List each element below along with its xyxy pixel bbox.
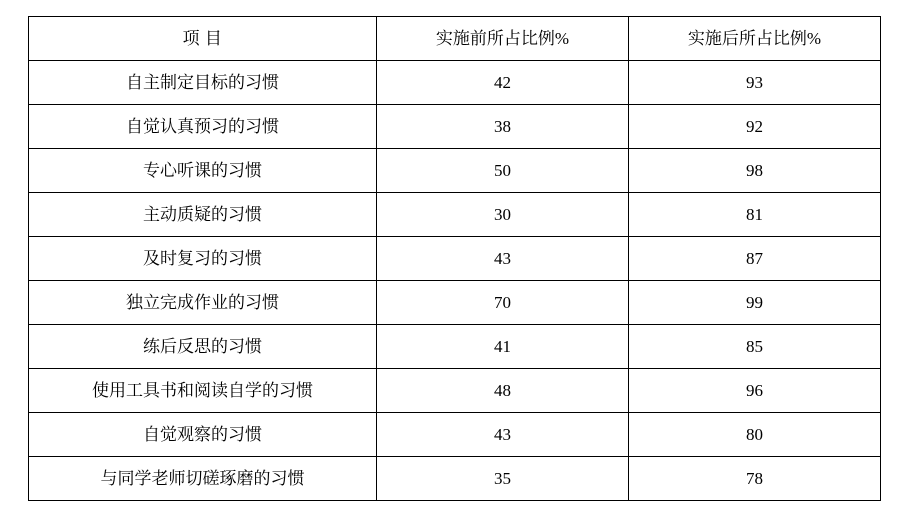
row-before-value: 42: [377, 61, 629, 105]
row-after-value: 99: [629, 281, 881, 325]
column-header-before: 实施前所占比例%: [377, 17, 629, 61]
row-item-label: 专心听课的习惯: [29, 149, 377, 193]
table-header: [29, 17, 881, 61]
row-item-label: 练后反思的习惯: [29, 325, 377, 369]
table-body: [29, 61, 881, 501]
table-row: [29, 413, 881, 457]
row-before-value: 43: [377, 237, 629, 281]
table-row: [29, 325, 881, 369]
row-item-label: 独立完成作业的习惯: [29, 281, 377, 325]
row-after-value: 80: [629, 413, 881, 457]
row-after-value: 81: [629, 193, 881, 237]
table-row: [29, 149, 881, 193]
row-before-value: 41: [377, 325, 629, 369]
table-row: [29, 193, 881, 237]
row-after-value: 78: [629, 457, 881, 501]
row-item-label: 自觉认真预习的习惯: [29, 105, 377, 149]
column-header-item: [29, 17, 377, 61]
table-row: [29, 61, 881, 105]
row-before-value: 38: [377, 105, 629, 149]
column-header-item-label: 项 目: [182, 29, 223, 48]
row-after-value: 93: [629, 61, 881, 105]
row-item-label: 使用工具书和阅读自学的习惯: [29, 369, 377, 413]
habits-statistics-table: [28, 16, 881, 501]
row-item-label: 自觉观察的习惯: [29, 413, 377, 457]
table-row: [29, 281, 881, 325]
table-row: [29, 457, 881, 501]
table-row: [29, 105, 881, 149]
table-row: [29, 237, 881, 281]
row-item-label: 与同学老师切磋琢磨的习惯: [29, 457, 377, 501]
table-row: [29, 369, 881, 413]
row-item-label: 主动质疑的习惯: [29, 193, 377, 237]
row-before-value: 43: [377, 413, 629, 457]
row-after-value: 98: [629, 149, 881, 193]
row-before-value: 70: [377, 281, 629, 325]
row-before-value: 50: [377, 149, 629, 193]
row-after-value: 87: [629, 237, 881, 281]
row-before-value: 30: [377, 193, 629, 237]
row-item-label: 自主制定目标的习惯: [29, 61, 377, 105]
row-after-value: 96: [629, 369, 881, 413]
row-before-value: 48: [377, 369, 629, 413]
column-header-after: 实施后所占比例%: [629, 17, 881, 61]
row-after-value: 92: [629, 105, 881, 149]
table-header-row: [29, 17, 881, 61]
row-after-value: 85: [629, 325, 881, 369]
row-before-value: 35: [377, 457, 629, 501]
row-item-label: 及时复习的习惯: [29, 237, 377, 281]
